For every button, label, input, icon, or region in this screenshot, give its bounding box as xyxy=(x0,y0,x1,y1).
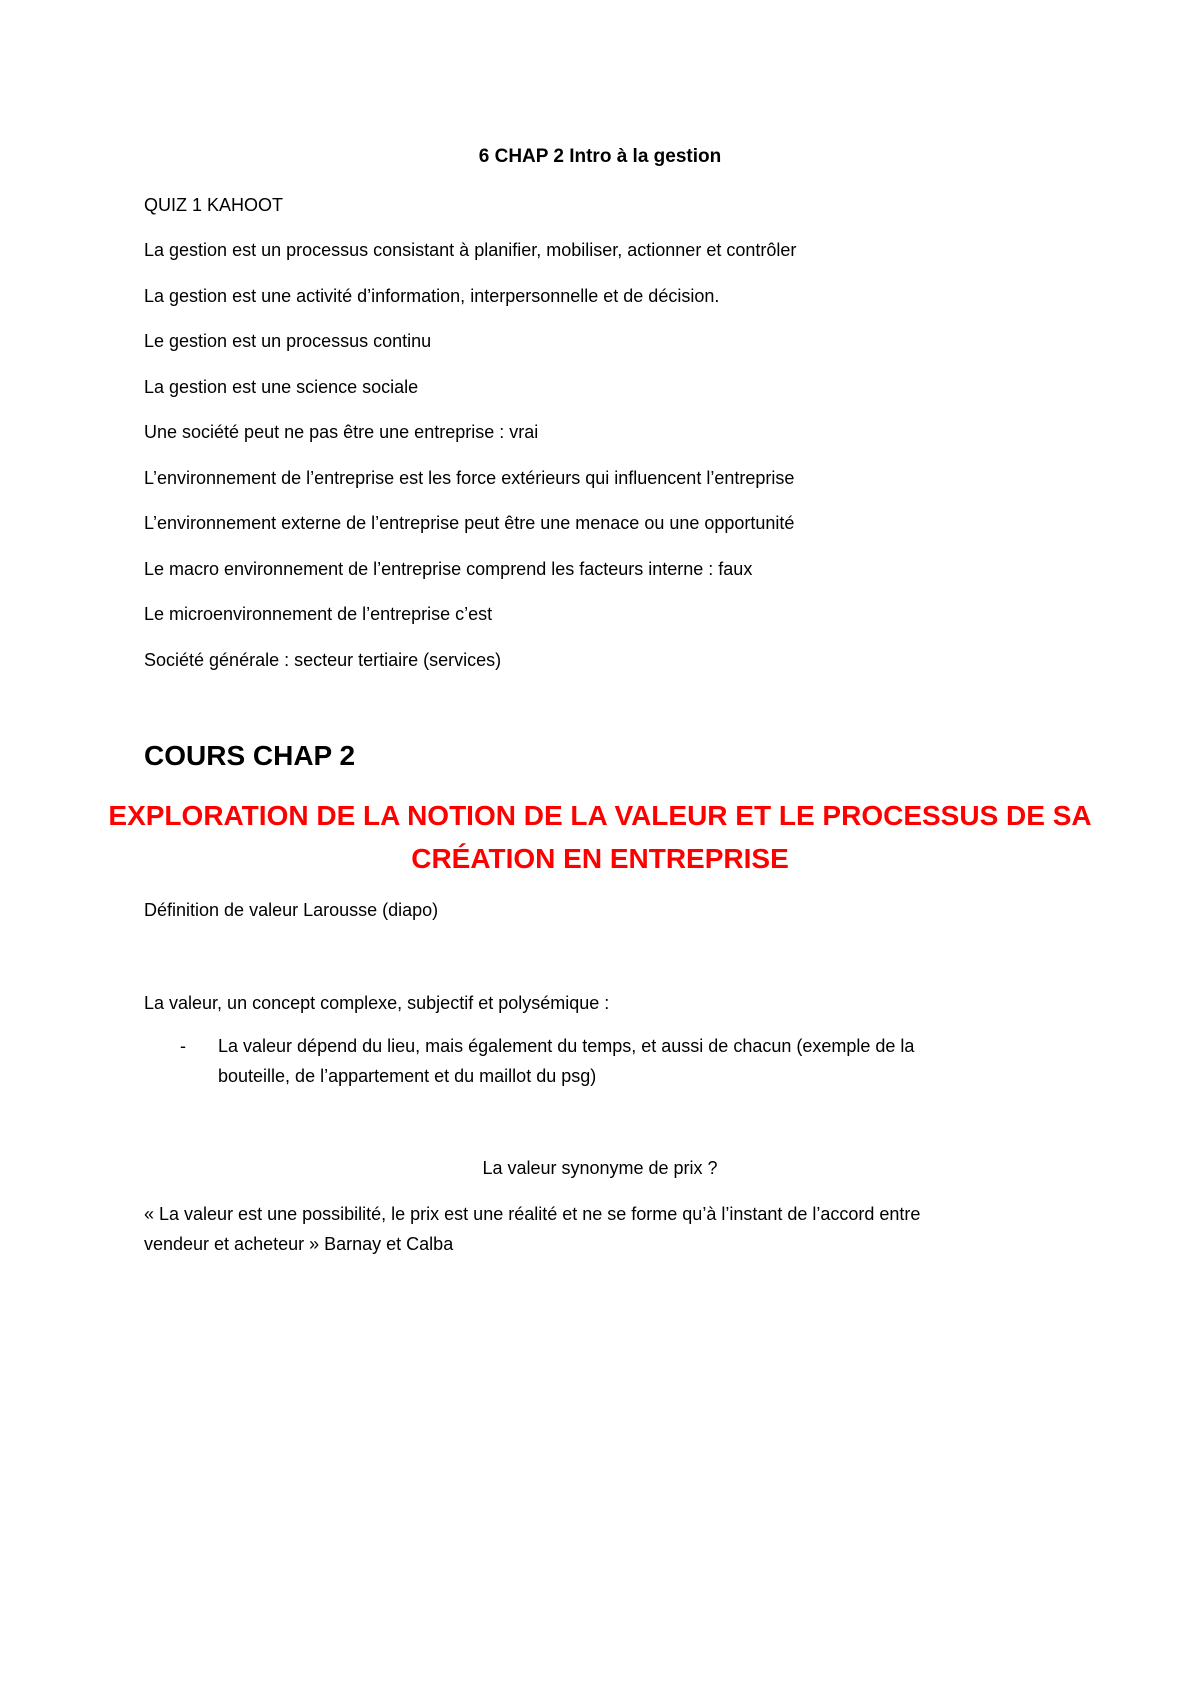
red-heading-line-1: EXPLORATION DE LA NOTION DE LA VALEUR ET LE PROCESSUS DE SA xyxy=(108,800,1092,831)
quiz-item: La gestion est une science sociale xyxy=(144,377,419,397)
cours-heading: COURS CHAP 2 xyxy=(144,740,356,771)
quiz-item: Une société peut ne pas être une entreprise : vrai xyxy=(144,422,539,442)
quiz-item: L’environnement de l’entreprise est les force extérieurs qui influencent l’entreprise xyxy=(144,468,795,488)
quiz-item: Société générale : secteur tertiaire (services) xyxy=(144,650,502,670)
quiz-heading: QUIZ 1 KAHOOT xyxy=(144,195,284,215)
quiz-item: L’environnement externe de l’entreprise peut être une menace ou une opportunité xyxy=(144,513,795,533)
quote-line-1: « La valeur est une possibilité, le prix est une réalité et ne se forme qu’à l’instant de l’accord entre xyxy=(144,1204,921,1224)
bullet-marker: - xyxy=(180,1036,186,1056)
concept-text: La valeur, un concept complexe, subjectif et polysémique : xyxy=(144,993,610,1013)
definition-text: Définition de valeur Larousse (diapo) xyxy=(144,900,439,920)
quiz-item: Le macro environnement de l’entreprise comprend les facteurs interne : faux xyxy=(144,559,753,579)
quiz-item: La gestion est une activité d’information, interpersonnelle et de décision. xyxy=(144,286,720,306)
bullet-text-line-2: bouteille, de l’appartement et du maillot du psg) xyxy=(218,1066,597,1086)
quiz-item: La gestion est un processus consistant à planifier, mobiliser, actionner et contrôler xyxy=(144,240,797,260)
quiz-item: Le microenvironnement de l’entreprise c’est xyxy=(144,604,493,624)
bullet-text-line-1: La valeur dépend du lieu, mais également du temps, et aussi de chacun (exemple de la xyxy=(218,1036,915,1056)
quiz-item: Le gestion est un processus continu xyxy=(144,331,432,351)
document-title: 6 CHAP 2 Intro à la gestion xyxy=(478,146,722,167)
red-heading-line-2: CRÉATION EN ENTREPRISE xyxy=(411,843,789,874)
quote-line-2: vendeur et acheteur » Barnay et Calba xyxy=(144,1234,454,1254)
synonym-text: La valeur synonyme de prix ? xyxy=(482,1158,718,1178)
